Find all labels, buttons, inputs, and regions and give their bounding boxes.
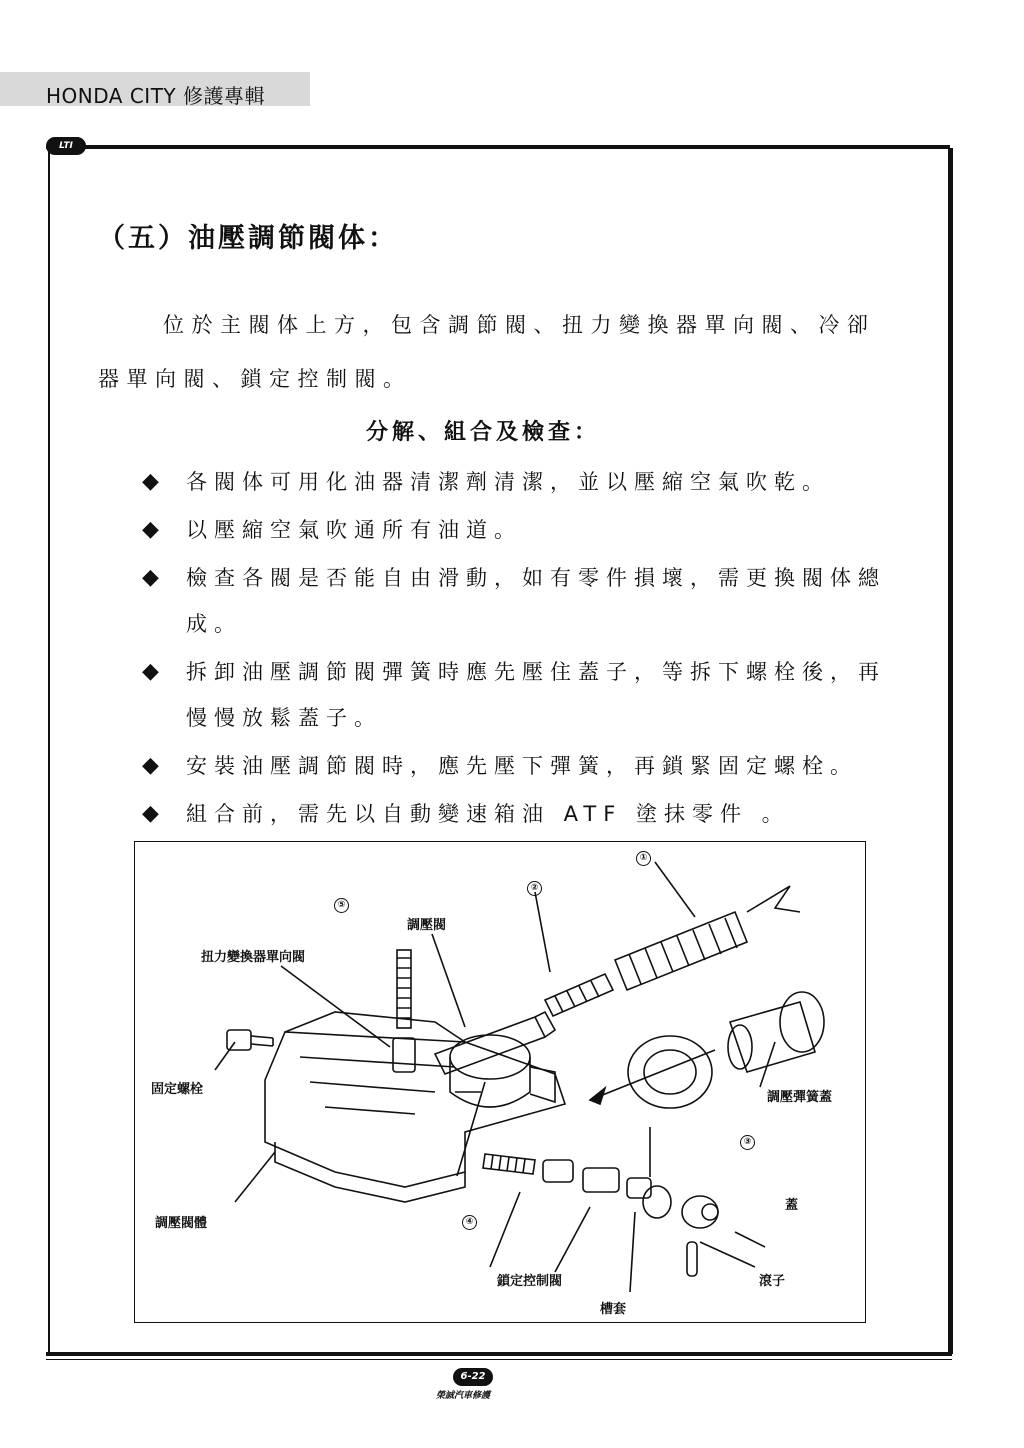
callout-5: ⑤: [334, 898, 349, 913]
diamond-bullet-icon: ◆: [142, 753, 159, 778]
callout-1: ①: [636, 851, 651, 866]
page-number: 6-22: [453, 1368, 493, 1386]
label-spring-cover: 調壓彈簧蓋: [767, 1090, 833, 1105]
label-sleeve: 槽套: [600, 1302, 627, 1317]
list-item: ◆ 各閥体可用化油器清潔劑清潔，並以壓縮空氣吹乾。: [142, 459, 902, 505]
label-lockup-valve: 鎖定控制閥: [497, 1274, 563, 1289]
label-roller: 滾子: [759, 1274, 786, 1289]
label-regulator-valve: 調壓閥: [407, 918, 447, 933]
list-item: ◆ 組合前，需先以自動變速箱油 ATF 塗抹零件 。: [142, 791, 902, 837]
publisher-name: 榮誠汽車修護: [436, 1391, 491, 1401]
diamond-bullet-icon: ◆: [142, 517, 159, 542]
callout-4: ④: [462, 1215, 477, 1230]
instruction-list: [142, 459, 902, 839]
label-regulator-body: 調壓閥體: [155, 1216, 208, 1231]
book-title: HONDA CITY 修護專輯: [46, 84, 265, 108]
diamond-bullet-icon: ◆: [142, 659, 159, 684]
label-fixing-bolt: 固定螺栓: [151, 1082, 204, 1097]
publisher-logo: LTI: [46, 137, 86, 155]
callout-2: ②: [527, 881, 542, 896]
bottom-rule: [46, 1352, 952, 1356]
label-tc-check-valve: 扭力變換器單向閥: [201, 950, 306, 965]
callout-3: ③: [740, 1135, 755, 1150]
list-item: ◆ 安裝油壓調節閥時，應先壓下彈簧，再鎖緊固定螺栓。: [142, 743, 902, 789]
intro-paragraph: 位於主閥体上方，包含調節閥、扭力變換器單向閥、冷卻器單向閥、鎖定控制閥。: [98, 313, 876, 391]
bottom-rule-thin: [46, 1359, 952, 1360]
exploded-diagram: [134, 841, 866, 1323]
list-item: ◆ 以壓縮空氣吹通所有油道。: [142, 507, 902, 553]
spring-5: [397, 950, 411, 1028]
section-title: （五）油壓調節閥体：: [98, 223, 398, 254]
diamond-bullet-icon: ◆: [142, 469, 159, 494]
diamond-bullet-icon: ◆: [142, 565, 159, 590]
subsection-title: 分解、組合及檢查：: [366, 420, 601, 445]
list-item: ◆ 拆卸油壓調節閥彈簧時應先壓住蓋子，等拆下螺栓後，再慢慢放鬆蓋子。: [142, 649, 902, 741]
diagram-drawing: [135, 842, 865, 1322]
list-item: ◆ 檢查各閥是否能自由滑動，如有零件損壞，需更換閥体總成。: [142, 555, 902, 647]
top-rule: [46, 145, 950, 149]
label-cap: 蓋: [785, 1198, 799, 1213]
diamond-bullet-icon: ◆: [142, 801, 159, 826]
